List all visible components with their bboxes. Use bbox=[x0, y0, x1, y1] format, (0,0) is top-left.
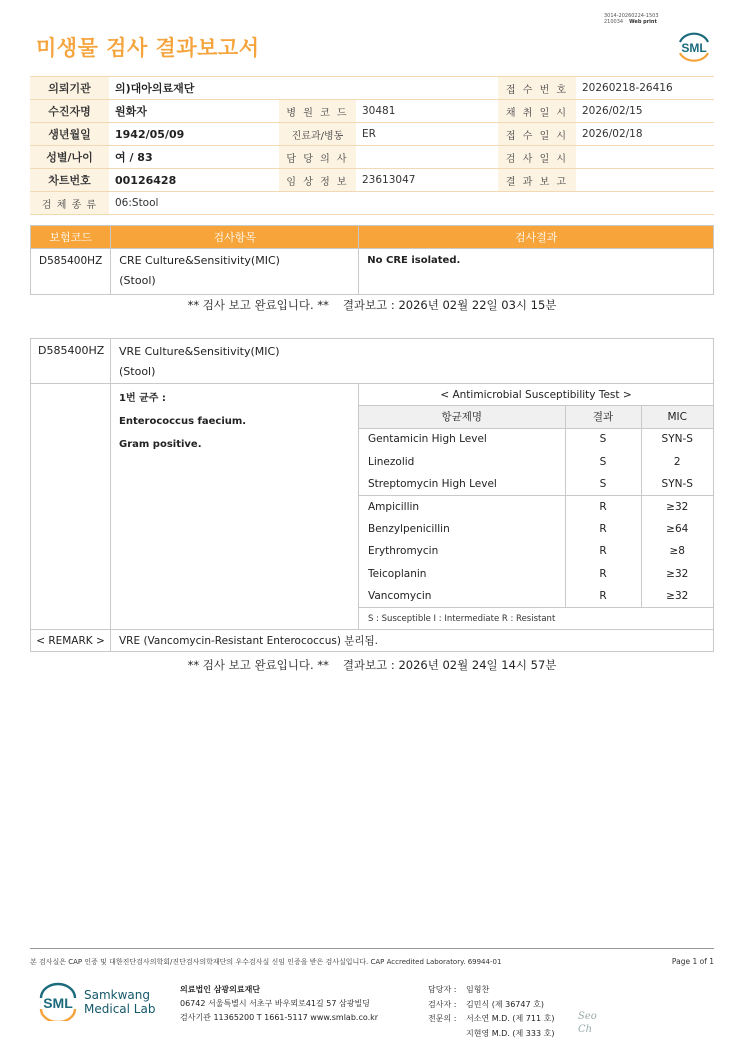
mic-value: SYN-S bbox=[661, 433, 693, 446]
patient-row bbox=[30, 77, 714, 100]
organization-address: 06742 서울특별시 서초구 바우뫼로41길 57 삼광빌딩 bbox=[180, 999, 370, 1008]
test-result: No CRE isolated. bbox=[359, 249, 714, 295]
staff-row bbox=[428, 983, 554, 998]
mic-value: ≥32 bbox=[641, 495, 713, 517]
signature-1: Seo bbox=[578, 1011, 597, 1022]
mic-value: SYN-S bbox=[661, 477, 693, 490]
field-label: 채 취 일 시 bbox=[498, 100, 576, 123]
report-complete-line bbox=[0, 297, 744, 313]
drug-name: Streptomycin High Level bbox=[359, 473, 565, 495]
col-header-result: 결과 bbox=[565, 406, 641, 428]
field-label: 의뢰기관 bbox=[30, 77, 109, 100]
sml-logo-text: SML bbox=[681, 41, 707, 55]
test-item bbox=[111, 339, 288, 383]
interpretation: R bbox=[565, 495, 641, 517]
organism-label: 1번 균주 : bbox=[119, 393, 166, 404]
organism-gram: Gram positive. bbox=[119, 439, 202, 450]
table-row bbox=[359, 562, 713, 584]
field-label: 접 수 번 호 bbox=[498, 77, 576, 100]
staff-name: 서소연 M.D. (제 711 호) bbox=[466, 1014, 555, 1023]
sml-logo bbox=[674, 27, 714, 63]
print-code bbox=[604, 13, 659, 25]
field-label: 검 사 일 시 bbox=[498, 146, 576, 169]
table-row bbox=[359, 450, 713, 472]
organization-info bbox=[180, 983, 378, 1025]
table-row bbox=[31, 249, 714, 295]
drug-name: Ampicillin bbox=[359, 495, 565, 517]
staff-name: 김민식 (제 36747 호) bbox=[466, 999, 544, 1009]
ast-legend: S : Susceptible I : Intermediate R : Resistant bbox=[359, 607, 713, 629]
insurance-code: D585400HZ bbox=[31, 339, 111, 383]
drug-name: Teicoplanin bbox=[359, 562, 565, 584]
cre-result-table bbox=[30, 225, 714, 295]
report-complete-text: ** 검사 보고 완료입니다. ** bbox=[187, 658, 329, 672]
brand-line2: Medical Lab bbox=[84, 1002, 156, 1016]
field-value: 2026/02/18 bbox=[576, 123, 714, 146]
interpretation: R bbox=[565, 518, 641, 540]
signature-2: Ch bbox=[578, 1024, 593, 1035]
brand-line1: Samkwang bbox=[84, 988, 150, 1002]
table-row bbox=[359, 585, 713, 607]
page-number: Page 1 of 1 bbox=[671, 957, 714, 966]
organization-name: 의료법인 삼광의료재단 bbox=[180, 985, 261, 994]
organism-name: Enterococcus faecium. bbox=[119, 416, 247, 427]
table-row bbox=[359, 428, 713, 450]
staff-role: 전문의 : bbox=[428, 1014, 457, 1023]
page-title: 미생물 검사 결과보고서 bbox=[36, 36, 260, 60]
patient-info-table bbox=[30, 76, 714, 215]
field-label: 진료과/병동 bbox=[279, 123, 356, 146]
field-value: 30481 bbox=[356, 100, 498, 123]
field-label: 차트번호 bbox=[30, 169, 109, 192]
table-row bbox=[359, 518, 713, 540]
field-value bbox=[356, 146, 498, 169]
field-value: 2026/02/15 bbox=[576, 100, 714, 123]
staff-role: 검사자 : bbox=[428, 999, 457, 1009]
report-complete-text: ** 검사 보고 완료입니다. ** bbox=[187, 298, 329, 312]
mic-value: ≥32 bbox=[666, 567, 689, 580]
field-label: 담 당 의 사 bbox=[279, 146, 356, 169]
vre-test-header bbox=[31, 339, 713, 384]
organism-info bbox=[111, 384, 359, 629]
field-value: 의)대아의료재단 bbox=[109, 77, 498, 100]
col-header-code: 보험코드 bbox=[31, 226, 111, 249]
interpretation: S bbox=[565, 473, 641, 495]
field-label: 생년월일 bbox=[30, 123, 109, 146]
ast-caption: < Antimicrobial Susceptibility Test > bbox=[359, 384, 713, 406]
field-label: 성별/나이 bbox=[30, 146, 109, 169]
signature bbox=[578, 1010, 597, 1036]
vre-result-block bbox=[30, 338, 714, 652]
field-label: 결 과 보 고 bbox=[498, 169, 576, 192]
remark-row bbox=[31, 629, 713, 651]
patient-row bbox=[30, 146, 714, 169]
patient-row bbox=[30, 169, 714, 192]
table-row bbox=[359, 495, 713, 517]
sml-footer-logo bbox=[36, 981, 80, 1021]
drug-name: Gentamicin High Level bbox=[359, 428, 565, 450]
interpretation: R bbox=[565, 540, 641, 562]
field-label: 검 체 종 류 bbox=[30, 192, 109, 215]
field-value: 여 / 83 bbox=[109, 146, 279, 169]
print-code-line2: 210034 bbox=[604, 19, 624, 25]
drug-name: Benzylpenicillin bbox=[359, 518, 565, 540]
interpretation: R bbox=[565, 585, 641, 607]
col-header-result: 검사결과 bbox=[359, 226, 714, 249]
interpretation: R bbox=[565, 562, 641, 584]
remark-text: VRE (Vancomycin-Resistant Enterococcus) 분리됨. bbox=[119, 635, 379, 648]
field-label: 병 원 코 드 bbox=[279, 100, 356, 123]
drug-name: Vancomycin bbox=[359, 585, 565, 607]
field-label: 임 상 정 보 bbox=[279, 169, 356, 192]
specimen-value: 06:Stool bbox=[109, 192, 714, 215]
report-complete-line bbox=[0, 657, 744, 673]
staff-role: 담당자 : bbox=[428, 985, 457, 994]
test-name: CRE Culture&Sensitivity(MIC) bbox=[119, 254, 280, 267]
report-time: 결과보고 : 2026년 02월 22일 03시 15분 bbox=[342, 298, 557, 312]
col-header-mic: MIC bbox=[641, 406, 713, 428]
col-header-test: 검사항목 bbox=[111, 226, 359, 249]
insurance-code: D585400HZ bbox=[31, 249, 111, 295]
table-row bbox=[359, 473, 713, 495]
susceptibility-panel bbox=[359, 384, 713, 629]
col-header-drug: 항균제명 bbox=[359, 406, 565, 428]
report-time: 결과보고 : 2026년 02월 24일 14시 57분 bbox=[342, 658, 557, 672]
field-value: ER bbox=[356, 123, 498, 146]
field-label: 수진자명 bbox=[30, 100, 109, 123]
field-label: 접 수 일 시 bbox=[498, 123, 576, 146]
field-value: 23613047 bbox=[356, 169, 498, 192]
field-value bbox=[576, 169, 714, 192]
field-value: 1942/05/09 bbox=[109, 123, 279, 146]
field-value bbox=[576, 146, 714, 169]
brand-name bbox=[84, 988, 155, 1016]
interpretation: S bbox=[565, 450, 641, 472]
patient-row bbox=[30, 123, 714, 146]
field-value: 00126428 bbox=[109, 169, 279, 192]
table-row bbox=[359, 540, 713, 562]
accreditation-note: 본 검사실은 CAP 인증 및 대한진단검사의학회/진단검사의학재단의 우수검사실 신임 인증을 받은 검사실입니다. CAP Accredited Laboratory. 69944-01 bbox=[30, 958, 502, 966]
patient-row bbox=[30, 100, 714, 123]
mic-value: ≥8 bbox=[669, 545, 685, 558]
patient-row bbox=[30, 192, 714, 215]
staff-row bbox=[428, 998, 554, 1013]
test-item bbox=[111, 249, 359, 295]
footer-divider bbox=[30, 948, 714, 949]
field-value: 20260218-26416 bbox=[576, 77, 714, 100]
field-value: 원화자 bbox=[109, 100, 279, 123]
staff-name: 임형찬 bbox=[466, 985, 490, 994]
staff-row bbox=[428, 1012, 554, 1027]
staff-name: 지현영 M.D. (제 333 호) bbox=[466, 1028, 555, 1038]
interpretation: S bbox=[565, 428, 641, 450]
mic-value: ≥64 bbox=[666, 522, 689, 535]
test-specimen: (Stool) bbox=[119, 274, 156, 287]
test-name: VRE Culture&Sensitivity(MIC) bbox=[119, 345, 280, 358]
drug-name: Linezolid bbox=[359, 450, 565, 472]
print-label: Web print bbox=[629, 19, 657, 25]
staff-row bbox=[428, 1027, 554, 1042]
sml-footer-logo-text: SML bbox=[43, 995, 73, 1011]
staff-list bbox=[428, 983, 554, 1041]
remark-label: < REMARK > bbox=[31, 630, 111, 651]
mic-value: 2 bbox=[673, 455, 681, 468]
vre-result-body bbox=[31, 384, 713, 629]
organization-contact: 검사기관 11365200 T 1661-5117 www.smlab.co.kr bbox=[180, 1013, 379, 1022]
test-specimen: (Stool) bbox=[119, 365, 156, 378]
drug-name: Erythromycin bbox=[359, 540, 565, 562]
mic-value: ≥32 bbox=[666, 589, 689, 602]
ast-table bbox=[359, 406, 713, 607]
print-code-line1: 3014-20260224-1503 bbox=[604, 13, 659, 19]
